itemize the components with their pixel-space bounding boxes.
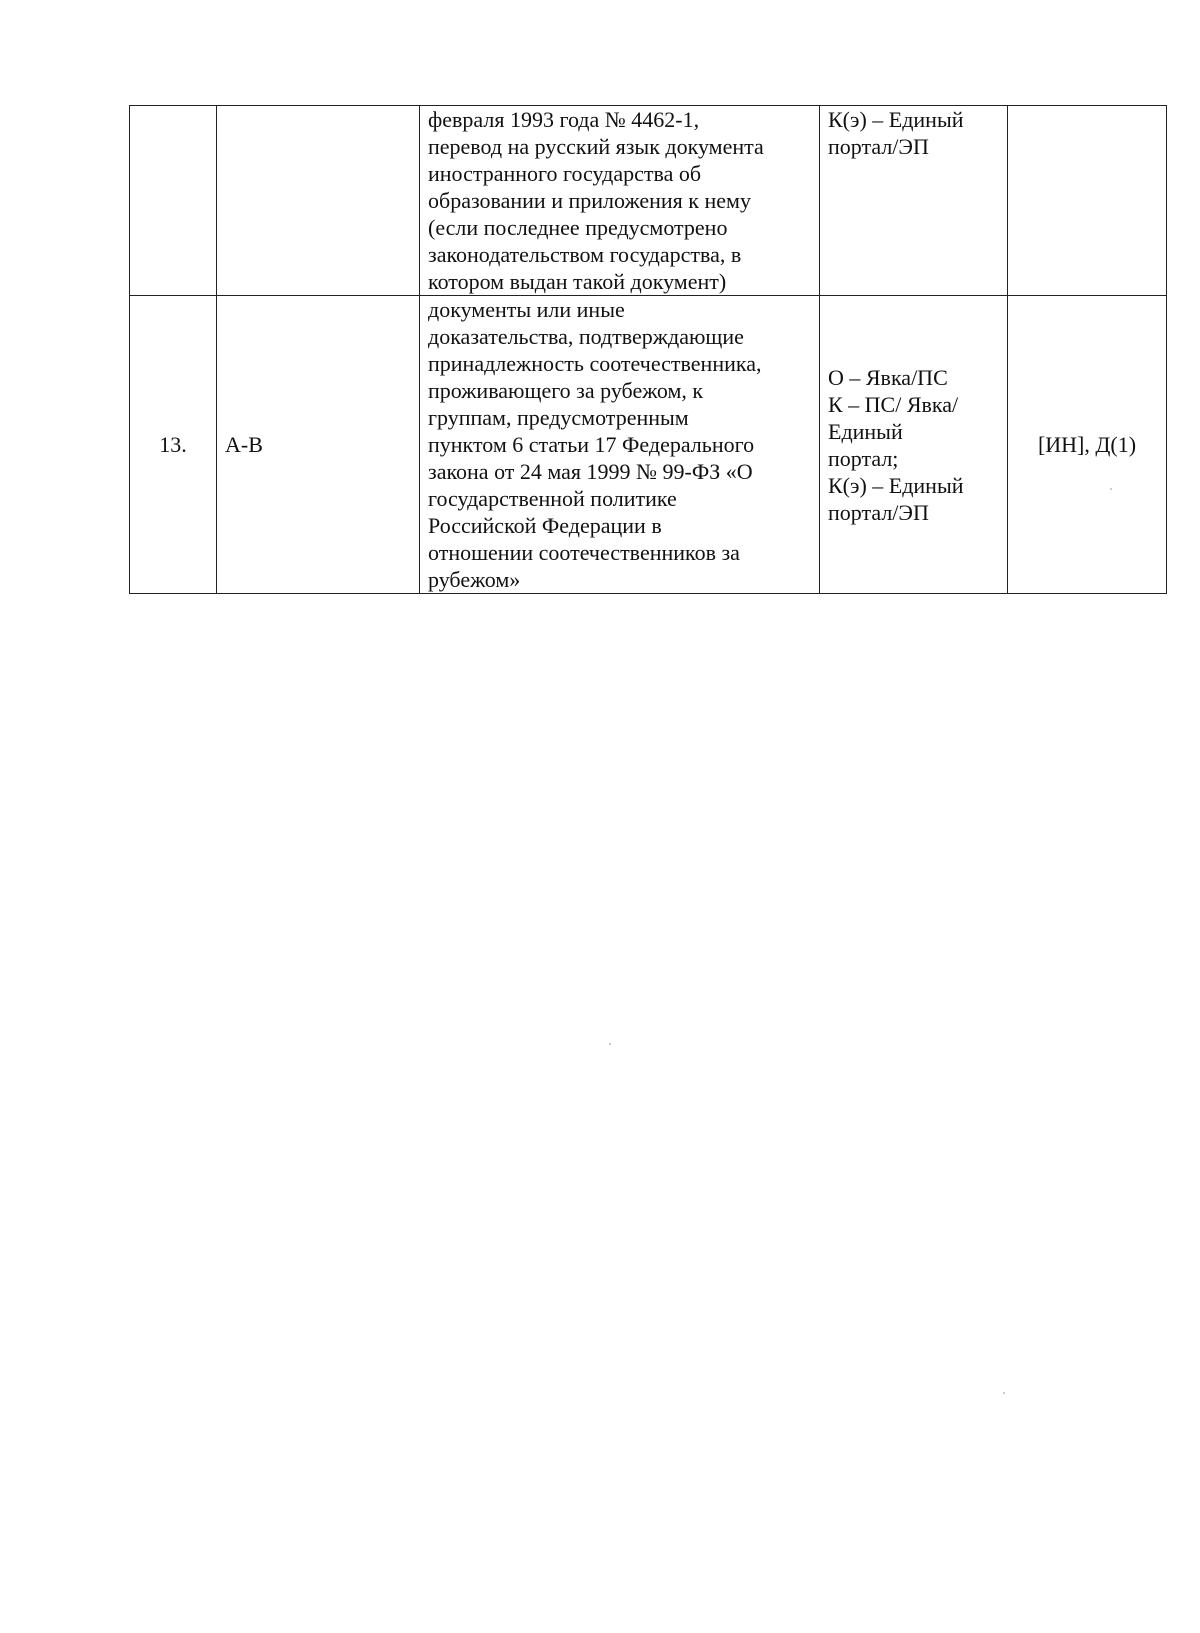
row-description-cell: февраля 1993 года № 4462-1, перевод на русский язык документа иностранного государства об образовании и приложения к нему (если последнее предусмотрено законодательством государства, в котором выдан такой документ) bbox=[420, 106, 820, 296]
row-number-cell bbox=[130, 106, 217, 296]
scan-speck bbox=[1110, 488, 1112, 490]
row-method-cell: К(э) – Единый портал/ЭП bbox=[820, 106, 1008, 296]
row-description-cell: документы или иные доказательства, подтверждающие принадлежность соотечественника, проживающего за рубежом, к группам, предусмотренным пунктом 6 статьи 17 Федерального закона от 24 мая 1999 № 99-ФЗ «О государственной политике Российской Федерации в отношении соотечественников за рубежом» bbox=[420, 296, 820, 594]
table-row bbox=[130, 106, 1167, 296]
table-row bbox=[130, 296, 1167, 594]
row-note-cell: [ИН], Д(1) bbox=[1008, 296, 1167, 594]
scan-speck bbox=[609, 1043, 611, 1045]
scan-speck bbox=[1003, 1392, 1005, 1394]
row-code-cell bbox=[217, 106, 420, 296]
requirements-table bbox=[129, 105, 1167, 594]
row-code-cell: А-В bbox=[217, 296, 420, 594]
row-number-cell: 13. bbox=[130, 296, 217, 594]
row-method-cell: О – Явка/ПС К – ПС/ Явка/ Единый портал; К(э) – Единый портал/ЭП bbox=[820, 296, 1008, 594]
row-note-cell bbox=[1008, 106, 1167, 296]
